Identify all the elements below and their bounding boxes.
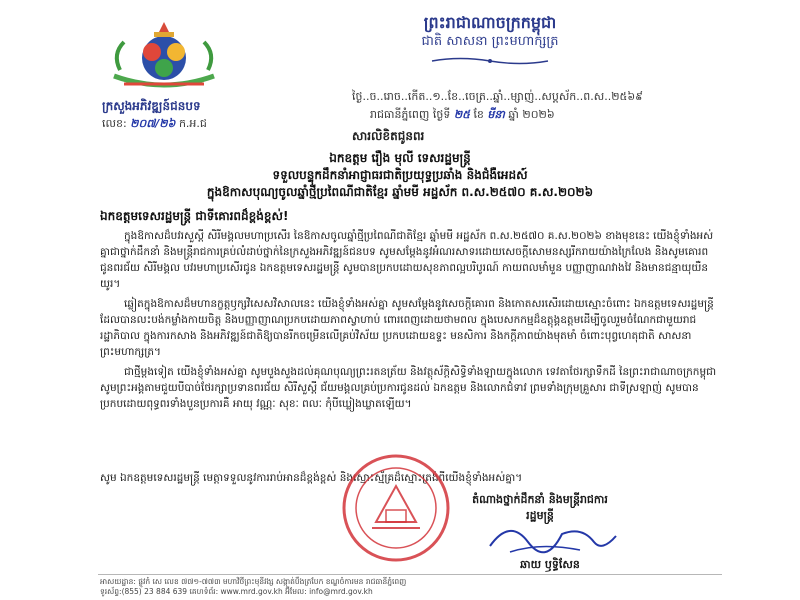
national-motto: ជាតិ សាសនា ព្រះមហាក្សត្រ xyxy=(421,34,559,49)
ministry-name: ក្រសួងអភិវឌ្ឍន៍ជនបទ xyxy=(102,99,201,113)
solar-date-month: មីនា xyxy=(487,108,505,121)
body-paragraph-2: ឆ្លៀតក្នុងឱកាសដ៏មហានក្ខត្តឫក្សវិសេសវិសាលនេះ យើងខ្ញុំទាំងអស់គ្នា សូមសម្តែងនូវសេចក្តីគោរព និងកោតសរសើរដោយស្មោះចំពោះ ឯកឧត្តមទេសរដ្ឋមន្ត្រី ដែលបានលះបង់កម្លាំងកាយចិត្ត និងបញ្ញាញាណប្រកបដោយភាពស្វាហាប់ ពោរពេញដោយថាមពល ក្នុងបេសកកម្មដ៏ឧត្តុង្គឧត្តមដើម្បីចូលរួមចំណែកជាមួយរាជរដ្ឋាភិបាល ក្នុងការកសាង និងអភិវឌ្ឍន៍ជាតិឱ្យបានរីកចម្រើនលើគ្រប់វិស័យ ប្រកបដោយឧទ្ទះ មនសិការ និងកក្តីភាពយ៉ាងមុតមាំ ចំពោះបុព្វហេតុជាតិ សាសនា ព្រះមហាក្សត្រ។ xyxy=(100,298,714,358)
ministry-logo-icon xyxy=(104,14,224,94)
footer-address: អាសយដ្ឋាន: ផ្លូវកំ សេ លេខ ៧៧១-៧៧៣ មហាវិថីព្រះមុនីវង្ស សង្កាត់បឹងត្របែក ខណ្ឌចំការមន រាជធានីភ្នំពេញ xyxy=(100,577,407,586)
solar-date-year: ២០២៦ xyxy=(522,108,555,121)
closing-line: សូម ឯកឧត្តមទេសរដ្ឋមន្ត្រី មេត្តាទទួលនូវការរាប់អានដ៏ខ្ពង់ខ្ពស់ និងស្មោះស្ម័គ្រដ៏ស្មោះត្រង់ពីយើងខ្ញុំទាំងអស់គ្នា។ xyxy=(100,472,523,484)
signer-name: ឆាយ ឫទ្ធិសែន xyxy=(520,558,580,571)
kingdom-title: ព្រះរាជាណាចក្រកម្ពុជា xyxy=(423,13,557,32)
addressee-line-2: ទទួលបន្ទុកដឹកនាំអាជ្ញាធរជាតិប្រយុទ្ធប្រឆាំង និងជំងឺអេដស៍ xyxy=(272,168,528,182)
letter-body xyxy=(100,228,720,416)
reference-handwritten: ២០៧/២៦ xyxy=(130,117,176,130)
reference-suffix: ក.អ.ជ xyxy=(178,117,207,130)
addressee-line-3: ក្នុងឱកាសបុណ្យចូលឆ្នាំថ្មីប្រពៃណីជាតិខ្មែរ ឆ្នាំមមី អដ្ឋស័ក ព.ស.២៥៧០ គ.ស.២០២៦ xyxy=(206,185,594,199)
solar-date xyxy=(370,108,555,124)
letter-subject: សារលិខិតជូនពរ xyxy=(352,129,425,143)
footer-divider xyxy=(98,574,722,575)
salutation: ឯកឧត្តមទេសរដ្ឋមន្ត្រី ជាទីគោរពដ៏ខ្ពង់ខ្ពស់! xyxy=(100,209,289,223)
body-paragraph-1: ក្នុងឱកាសដ៏បវរសួស្តី សិរីមង្គលមហាប្រសើរ នៃឱកាសចូលឆ្នាំថ្មីប្រពៃណីជាតិខ្មែរ ឆ្នាំមមី អដ្ឋស័ក ព.ស.២៥៧០ គ.ស.២០២៦ ខាងមុខនេះ យើងខ្ញុំទាំងអស់គ្នាជាថ្នាក់ដឹកនាំ និងមន្ត្រីរាជការគ្រប់លំដាប់ថ្នាក់នៃក្រសួងអភិវឌ្ឍន៍ជនបទ សូមសម្តែងនូវអំណរសាទរដោយសេចក្តីសោមនស្សរីករាយយ៉ាងក្រៃលែង និងសូមគោរពជូនពរជ័យ សិរីមង្គល បវរមហាប្រសើរជូន ឯកឧត្តមទេសរដ្ឋមន្ត្រី សូមបានប្រកបដោយសុខភាពល្អបរិបូរណ៍ កាយពលមាំមួន បញ្ញាញាណវាងវៃ និងមានជន្មាយុយឺនយូរ។ xyxy=(100,230,714,290)
solar-date-month-label: ខែ xyxy=(473,108,484,121)
reference-number xyxy=(102,117,207,133)
signature-title-line-2: រដ្ឋមន្ត្រី xyxy=(526,509,554,522)
body-paragraph-3: ជាថ្មីម្តងទៀត យើងខ្ញុំទាំងអស់គ្នា សូមបួងសួងដល់គុណបុណ្យព្រះរតនត្រ័យ និងវត្ថុស័ក្តិសិទ្ធិទាំងឡាយក្នុងលោក ទេវតាថែរក្សាទឹកដី នៃព្រះរាជាណាចក្រកម្ពុជា សូមព្រះអង្គតាមជួយបីបាច់ថែរក្សាប្រទានពរជ័យ សិរីសួស្តី ជ័យមង្គលគ្រប់ប្រការជូនដល់ ឯកឧត្តម និងលោកជំទាវ ព្រមទាំងក្រុមគ្រួសារ ជាទីស្រឡាញ់ សូមបានប្រកបដោយពុទ្ធពរទាំងបួនប្រការគឺ អាយុ វណ្ណៈ សុខៈ ពលៈ កុំបីឃ្លៀងឃ្លាតឡើយ។ xyxy=(100,366,717,410)
lunar-date: ថ្ងៃ..ច..រោច..កើត..១..ខែ..ចេត្រ..ឆ្នាំ..ម្សាញ់..សប្តស័ក..ព.ស..២៥៦៩ xyxy=(352,90,643,103)
handwritten-signature-icon xyxy=(470,512,630,562)
solar-date-day: ២៥ xyxy=(453,108,470,121)
signature-title-line-1: តំណាងថ្នាក់ដឹកនាំ និងមន្ត្រីរាជការ xyxy=(472,493,608,506)
solar-date-prefix: រាជធានីភ្នំពេញ ថ្ងៃទី xyxy=(370,108,451,121)
footer xyxy=(100,577,720,597)
solar-date-year-label: ឆ្នាំ xyxy=(508,108,519,121)
ornament-divider-icon xyxy=(430,56,550,66)
addressee-line-1: ឯកឧត្តម រឿង មុលី ទេសរដ្ឋមន្ត្រី xyxy=(329,151,471,165)
footer-contact: ទូរស័ព្ទ:(855) 23 884 639 គេហទំព័រ: www.mrd.gov.kh អ៊ីមែល: info@mrd.gov.kh xyxy=(100,587,373,596)
reference-prefix: លេខ: xyxy=(102,117,127,130)
addressee-block xyxy=(100,150,700,201)
